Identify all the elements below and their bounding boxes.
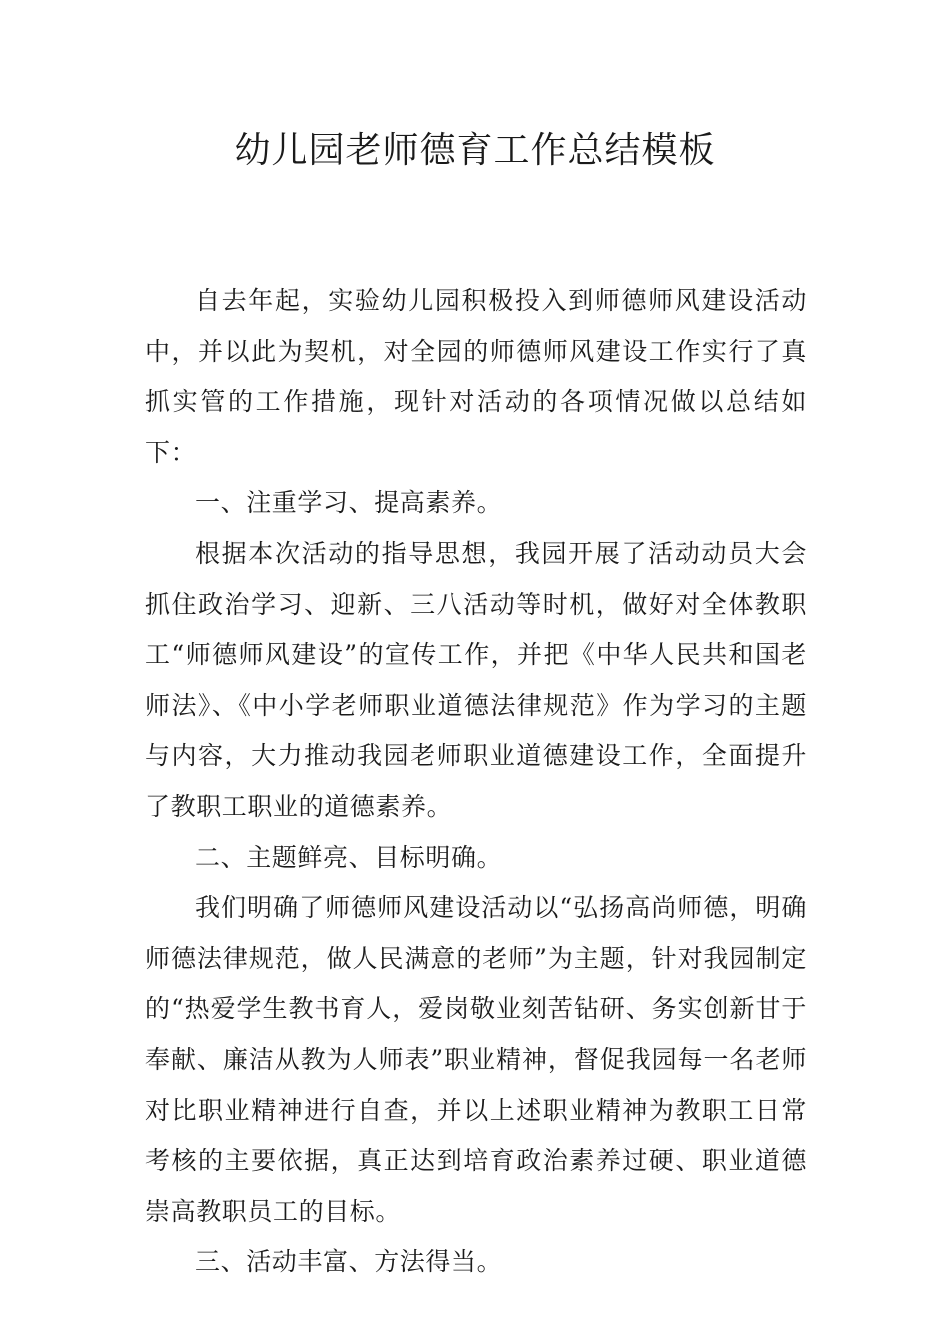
document-body	[145, 276, 807, 1288]
section-heading-2: 二、主题鲜亮、目标明确。	[195, 842, 503, 872]
paragraph-section-2: 我们明确了师德师风建设活动以“弘扬高尚师德，明确师德法律规范，做人民满意的老师”为主题，针对我园制定的“热爱学生教书育人，爱岗敬业刻苦钻研、务实创新甘于奉献、廉洁从教为人师表”职业精神，督促我园每一名老师对比职业精神进行自查，并以上述职业精神为教职工日常考核的主要依据，真正达到培育政治素养过硬、职业道德崇高教职员工的目标。	[145, 893, 807, 1226]
document-title: 幼儿园老师德育工作总结模板	[234, 130, 716, 171]
section-heading-3: 三、活动丰富、方法得当。	[195, 1247, 503, 1277]
paragraph-intro: 自去年起，实验幼儿园积极投入到师德师风建设活动中，并以此为契机，对全园的师德师风建设工作实行了真抓实管的工作措施，现针对活动的各项情况做以总结如下：	[145, 286, 807, 467]
section-heading-1: 一、注重学习、提高素养。	[195, 488, 503, 518]
paragraph-section-1: 根据本次活动的指导思想，我园开展了活动动员大会抓住政治学习、迎新、三八活动等时机，做好对全体教职工“师德师风建设”的宣传工作，并把《中华人民共和国老师法》、《中小学老师职业道德法律规范》作为学习的主题与内容，大力推动我园老师职业道德建设工作，全面提升了教职工职业的道德素养。	[145, 538, 807, 821]
